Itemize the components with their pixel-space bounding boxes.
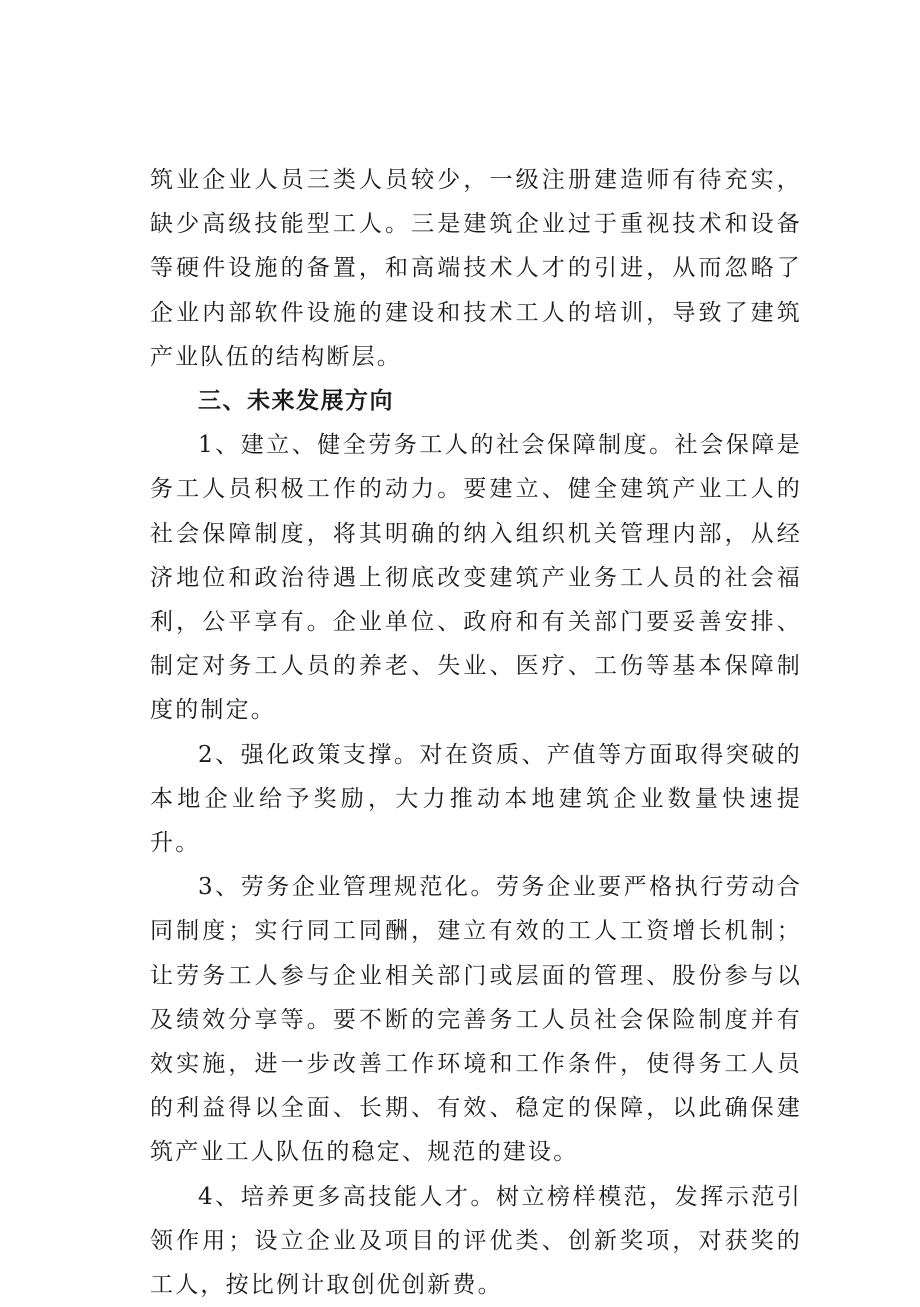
item-paragraph-3: 3、劳务企业管理规范化。劳务企业要严格执行劳动合同制度；实行同工同酬，建立有效的工人工资增长机制；让劳务工人参与企业相关部门或层面的管理、股份参与以及绩效分享等。要不断的完善务工人员社会保险制度并有效实施，进一步改善工作环境和工作条件，使得务工人员的利益得以全面、长期、有效、稳定的保障，以此确保建筑产业工人队伍的稳定、规范的建设。 xyxy=(150,874,802,1166)
item-paragraph-2: 2、强化政策支撑。对在资质、产值等方面取得突破的本地企业给予奖励，大力推动本地建筑企业数量快速提升。 xyxy=(150,741,802,857)
intro-paragraph: 筑业企业人员三类人员较少，一级注册建造师有待充实，缺少高级技能型工人。三是建筑企业过于重视技术和设备等硬件设施的备置，和高端技术人才的引进，从而忽略了企业内部软件设施的建设和技术工人的培训，导致了建筑产业队伍的结构断层。 xyxy=(150,167,802,370)
section-heading: 三、未来发展方向 xyxy=(198,388,394,415)
item-paragraph-4: 4、培养更多高技能人才。树立榜样模范，发挥示范引领作用；设立企业及项目的评优类、创新奖项，对获奖的工人，按比例计取创优创新费。 xyxy=(150,1183,802,1299)
item-paragraph-1: 1、建立、健全劳务工人的社会保障制度。社会保障是务工人员积极工作的动力。要建立、健全建筑产业工人的社会保障制度，将其明确的纳入组织机关管理内部，从经济地位和政治待遇上彻底改变建筑产业务工人员的社会福利，公平享有。企业单位、政府和有关部门要妥善安排、制定对务工人员的养老、失业、医疗、工伤等基本保障制度的制定。 xyxy=(150,432,802,724)
document-body xyxy=(150,158,802,1307)
